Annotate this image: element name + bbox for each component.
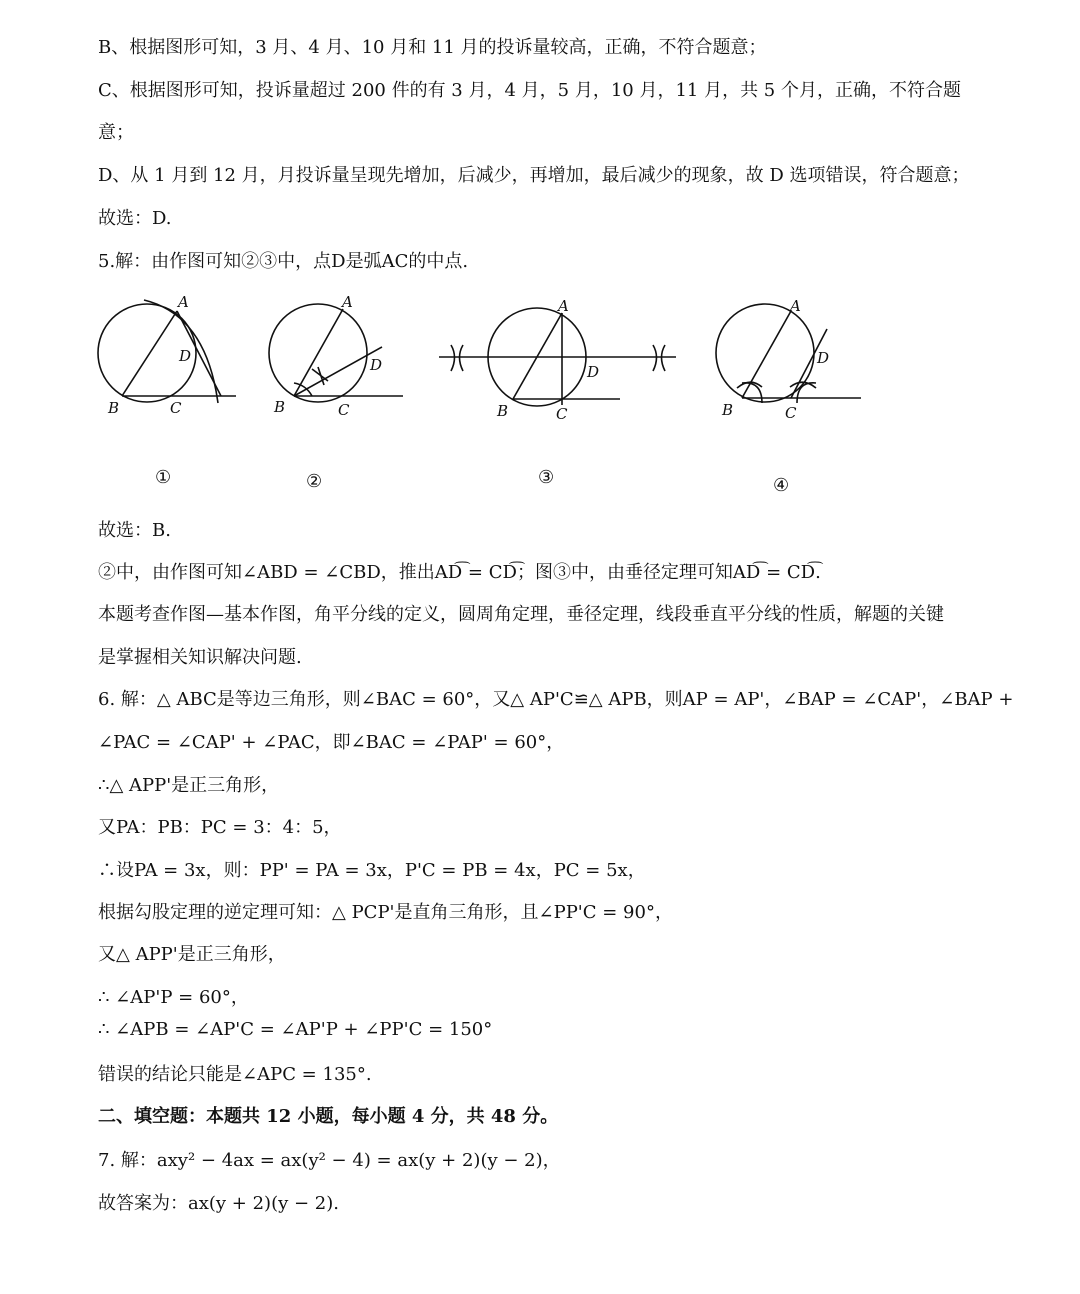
figure-4 (716, 304, 861, 403)
q6-solution-line-7: 又△ APP'是正三角形， (98, 944, 286, 965)
q5-solution-intro: 5.解：由作图可知②③中，点D是弧AC的中点. (98, 251, 469, 272)
q6-conclusion: 错误的结论只能是∠APC = 135°. (98, 1064, 372, 1085)
figure-1 (98, 300, 236, 403)
fig1-label-d: D (179, 347, 192, 365)
fig3-label-a: A (558, 297, 569, 315)
figure-3 (439, 308, 676, 406)
fig3-label-c: C (556, 405, 568, 423)
fig1-label-c: C (170, 399, 182, 417)
fig1-number: ① (155, 467, 172, 488)
fig4-number: ④ (773, 475, 790, 496)
fig1-label-b: B (108, 399, 120, 417)
fig4-label-c: C (785, 404, 797, 422)
option-c-text: C、根据图形可知，投诉量超过 200 件的有 3 月，4 月，5 月，10 月，11 月，共 5 个月，正确，不符合题 (98, 80, 961, 101)
fig3-label-d: D (587, 363, 600, 381)
option-c-text-cont: 意； (98, 122, 134, 143)
q7-solution: 7. 解：axy² − 4ax = ax(y² − 4) = ax(y + 2)(y − 2)， (98, 1150, 561, 1171)
q6-solution-line-8: ∴ ∠AP'P = 60°， (98, 987, 249, 1008)
fig2-label-c: C (338, 401, 350, 419)
option-d-text: D、从 1 月到 12 月，月投诉量呈现先增加，后减少，再增加，最后减少的现象，故 D 选项错误，符合题意； (98, 165, 970, 186)
answer-q5: 故选：B. (98, 520, 171, 541)
fig1-label-a: A (178, 293, 189, 311)
q6-solution-line-4: 又PA：PB：PC = 3：4：5， (98, 817, 342, 838)
answer-q7: 故答案为：ax(y + 2)(y − 2). (98, 1193, 339, 1214)
fig3-label-b: B (497, 402, 509, 420)
option-b-text: B、根据图形可知，3 月、4 月、10 月和 11 月的投诉量较高，正确，不符合题意； (98, 37, 767, 58)
q5-knowledge-points-cont: 是掌握相关知识解决问题. (98, 647, 302, 668)
q6-solution-line-6: 根据勾股定理的逆定理可知：△ PCP'是直角三角形，且∠PP'C = 90°， (98, 902, 673, 923)
fig2-label-d: D (370, 356, 383, 374)
fig4-label-b: B (722, 401, 734, 419)
q6-solution-line-2: ∠PAC = ∠CAP' + ∠PAC，即∠BAC = ∠PAP' = 60°， (98, 732, 565, 753)
q5-explanation: ②中，由作图可知∠ABD = ∠CBD，推出AD͡ = CD͡；图③中，由垂径定理可知AD͡ = CD͡. (98, 562, 821, 583)
q6-solution-line-5: ∴设PA = 3x，则：PP' = PA = 3x，P'C = PB = 4x，PC = 5x， (98, 860, 646, 881)
fig2-number: ② (306, 471, 323, 492)
fig4-label-d: D (817, 349, 830, 367)
figure-2 (269, 304, 403, 402)
q6-solution-line-1: 6. 解：△ ABC是等边三角形，则∠BAC = 60°，又△ AP'C≌△ APB，则AP = AP'，∠BAP = ∠CAP'，∠BAP + (98, 689, 1014, 710)
q5-knowledge-points: 本题考查作图—基本作图，角平分线的定义，圆周角定理，垂径定理，线段垂直平分线的性质，解题的关键 (98, 604, 944, 625)
answer-q4: 故选：D. (98, 208, 172, 229)
fig4-label-a: A (790, 297, 801, 315)
q6-solution-line-9: ∴ ∠APB = ∠AP'C = ∠AP'P + ∠PP'C = 150° (98, 1019, 493, 1040)
construction-figures (0, 285, 1080, 505)
fig2-label-b: B (274, 398, 286, 416)
fig3-number: ③ (538, 467, 555, 488)
q6-solution-line-3: ∴△ APP'是正三角形， (98, 775, 280, 796)
fig2-label-a: A (342, 293, 353, 311)
section-heading-fill-in: 二、填空题：本题共 12 小题，每小题 4 分，共 48 分。 (98, 1106, 559, 1127)
